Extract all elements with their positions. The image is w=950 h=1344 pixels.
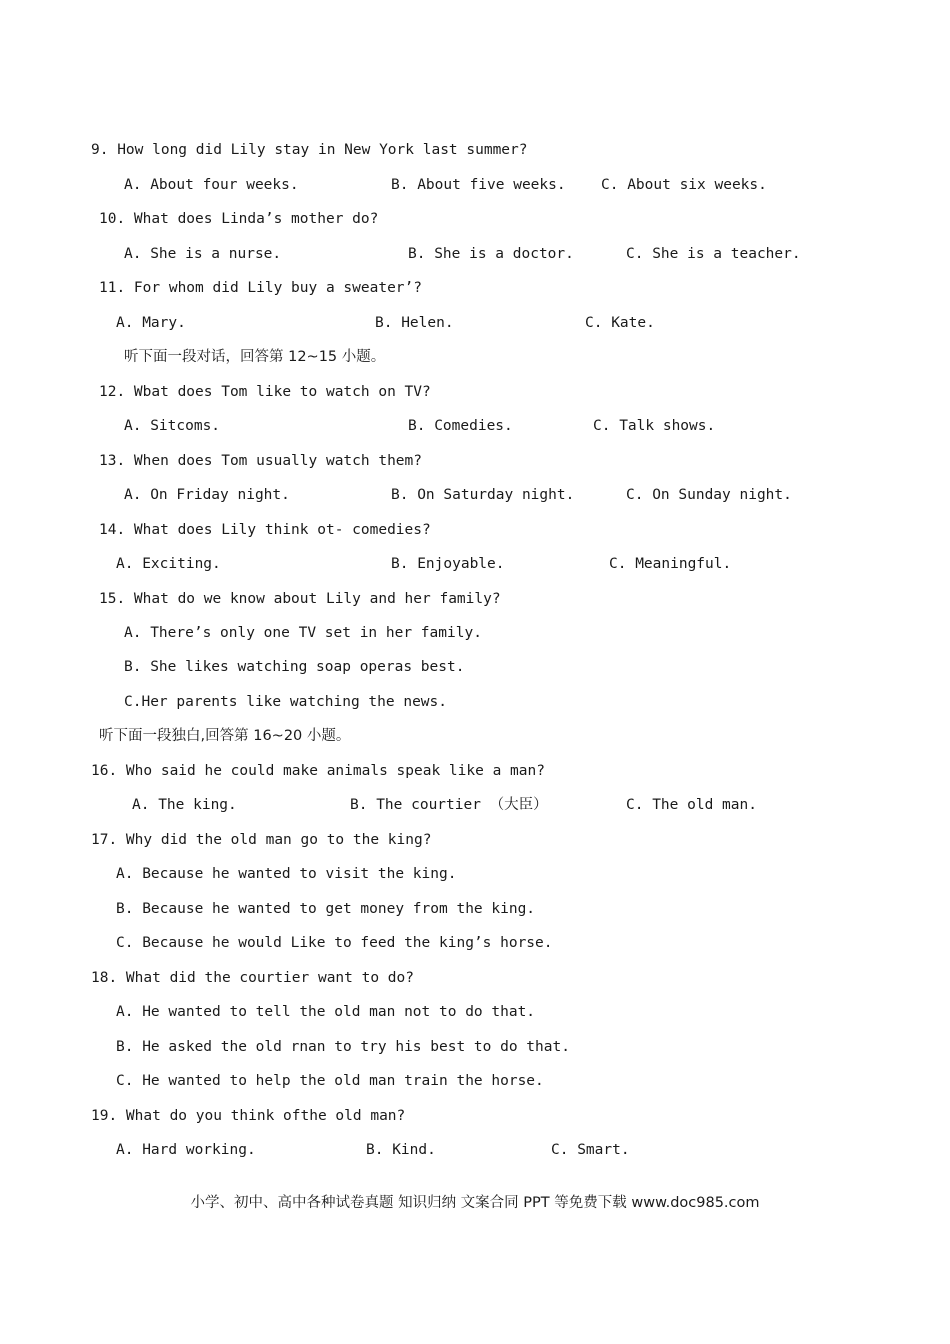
q16-option-a: A. The king. <box>132 797 237 813</box>
q18-option-c: C. He wanted to help the old man train the horse. <box>116 1073 544 1089</box>
q12-option-a: A. Sitcoms. <box>124 418 221 434</box>
q12-option-b: B. Comedies. <box>408 418 513 434</box>
q18-option-b: B. He asked the old rnan to try his best to do that. <box>116 1039 570 1055</box>
q9-option-c: C. About six weeks. <box>601 177 767 193</box>
question-15: 15. What do we know about Lily and her family? <box>99 591 501 607</box>
question-18: 18. What did the courtier want to do? <box>91 970 415 986</box>
q10-option-b: B. She is a doctor. <box>408 246 574 262</box>
q19-option-b: B. Kind. <box>366 1142 436 1158</box>
q10-option-a: A. She is a nurse. <box>124 246 282 262</box>
q17-option-b: B. Because he wanted to get money from the king. <box>116 901 536 917</box>
q17-option-a: A. Because he wanted to visit the king. <box>116 866 457 882</box>
question-17: 17. Why did the old man go to the king? <box>91 832 432 848</box>
q13-option-c: C. On Sunday night. <box>626 487 792 503</box>
q13-option-a: A. On Friday night. <box>124 487 290 503</box>
question-16: 16. Who said he could make animals speak like a man? <box>91 763 545 779</box>
q18-option-a: A. He wanted to tell the old man not to do that. <box>116 1004 536 1020</box>
q16-option-b: B. The courtier （大臣） <box>350 797 548 813</box>
q11-option-a: A. Mary. <box>116 315 186 331</box>
page-footer: 小学、初中、高中各种试卷真题 知识归纳 文案合同 PPT 等免费下载 www.doc985.com <box>190 1195 760 1211</box>
q15-option-a: A. There’s only one TV set in her family. <box>124 625 482 641</box>
q12-option-c: C. Talk shows. <box>593 418 716 434</box>
q14-option-c: C. Meaningful. <box>609 556 732 572</box>
q10-option-c: C. She is a teacher. <box>626 246 801 262</box>
q17-option-c: C. Because he would Like to feed the king’s horse. <box>116 935 553 951</box>
q9-option-a: A. About four weeks. <box>124 177 299 193</box>
instruction-12-15: 听下面一段对话，回答第 12~15 小题。 <box>124 349 386 365</box>
question-9: 9. How long did Lily stay in New York last summer? <box>91 142 528 158</box>
q19-option-c: C. Smart. <box>551 1142 630 1158</box>
question-10: 10. What does Linda’s mother do? <box>99 211 379 227</box>
question-13: 13. When does Tom usually watch them? <box>99 453 423 469</box>
q14-option-b: B. Enjoyable. <box>391 556 505 572</box>
question-11: 11. For whom did Lily buy a sweater’? <box>99 280 423 296</box>
q19-option-a: A. Hard working. <box>116 1142 256 1158</box>
question-19: 19. What do you think ofthe old man? <box>91 1108 406 1124</box>
q14-option-a: A. Exciting. <box>116 556 221 572</box>
q11-option-b: B. Helen. <box>375 315 454 331</box>
question-12: 12. Wbat does Tom like to watch on TV? <box>99 384 431 400</box>
question-14: 14. What does Lily think ot- comedies? <box>99 522 431 538</box>
q15-option-c: C.Her parents like watching the news. <box>124 694 448 710</box>
q15-option-b: B. She likes watching soap operas best. <box>124 659 465 675</box>
q13-option-b: B. On Saturday night. <box>391 487 575 503</box>
instruction-16-20: 听下面一段独白,回答第 16~20 小题。 <box>99 728 351 744</box>
q16-option-c: C. The old man. <box>626 797 757 813</box>
q11-option-c: C. Kate. <box>585 315 655 331</box>
q9-option-b: B. About five weeks. <box>391 177 566 193</box>
